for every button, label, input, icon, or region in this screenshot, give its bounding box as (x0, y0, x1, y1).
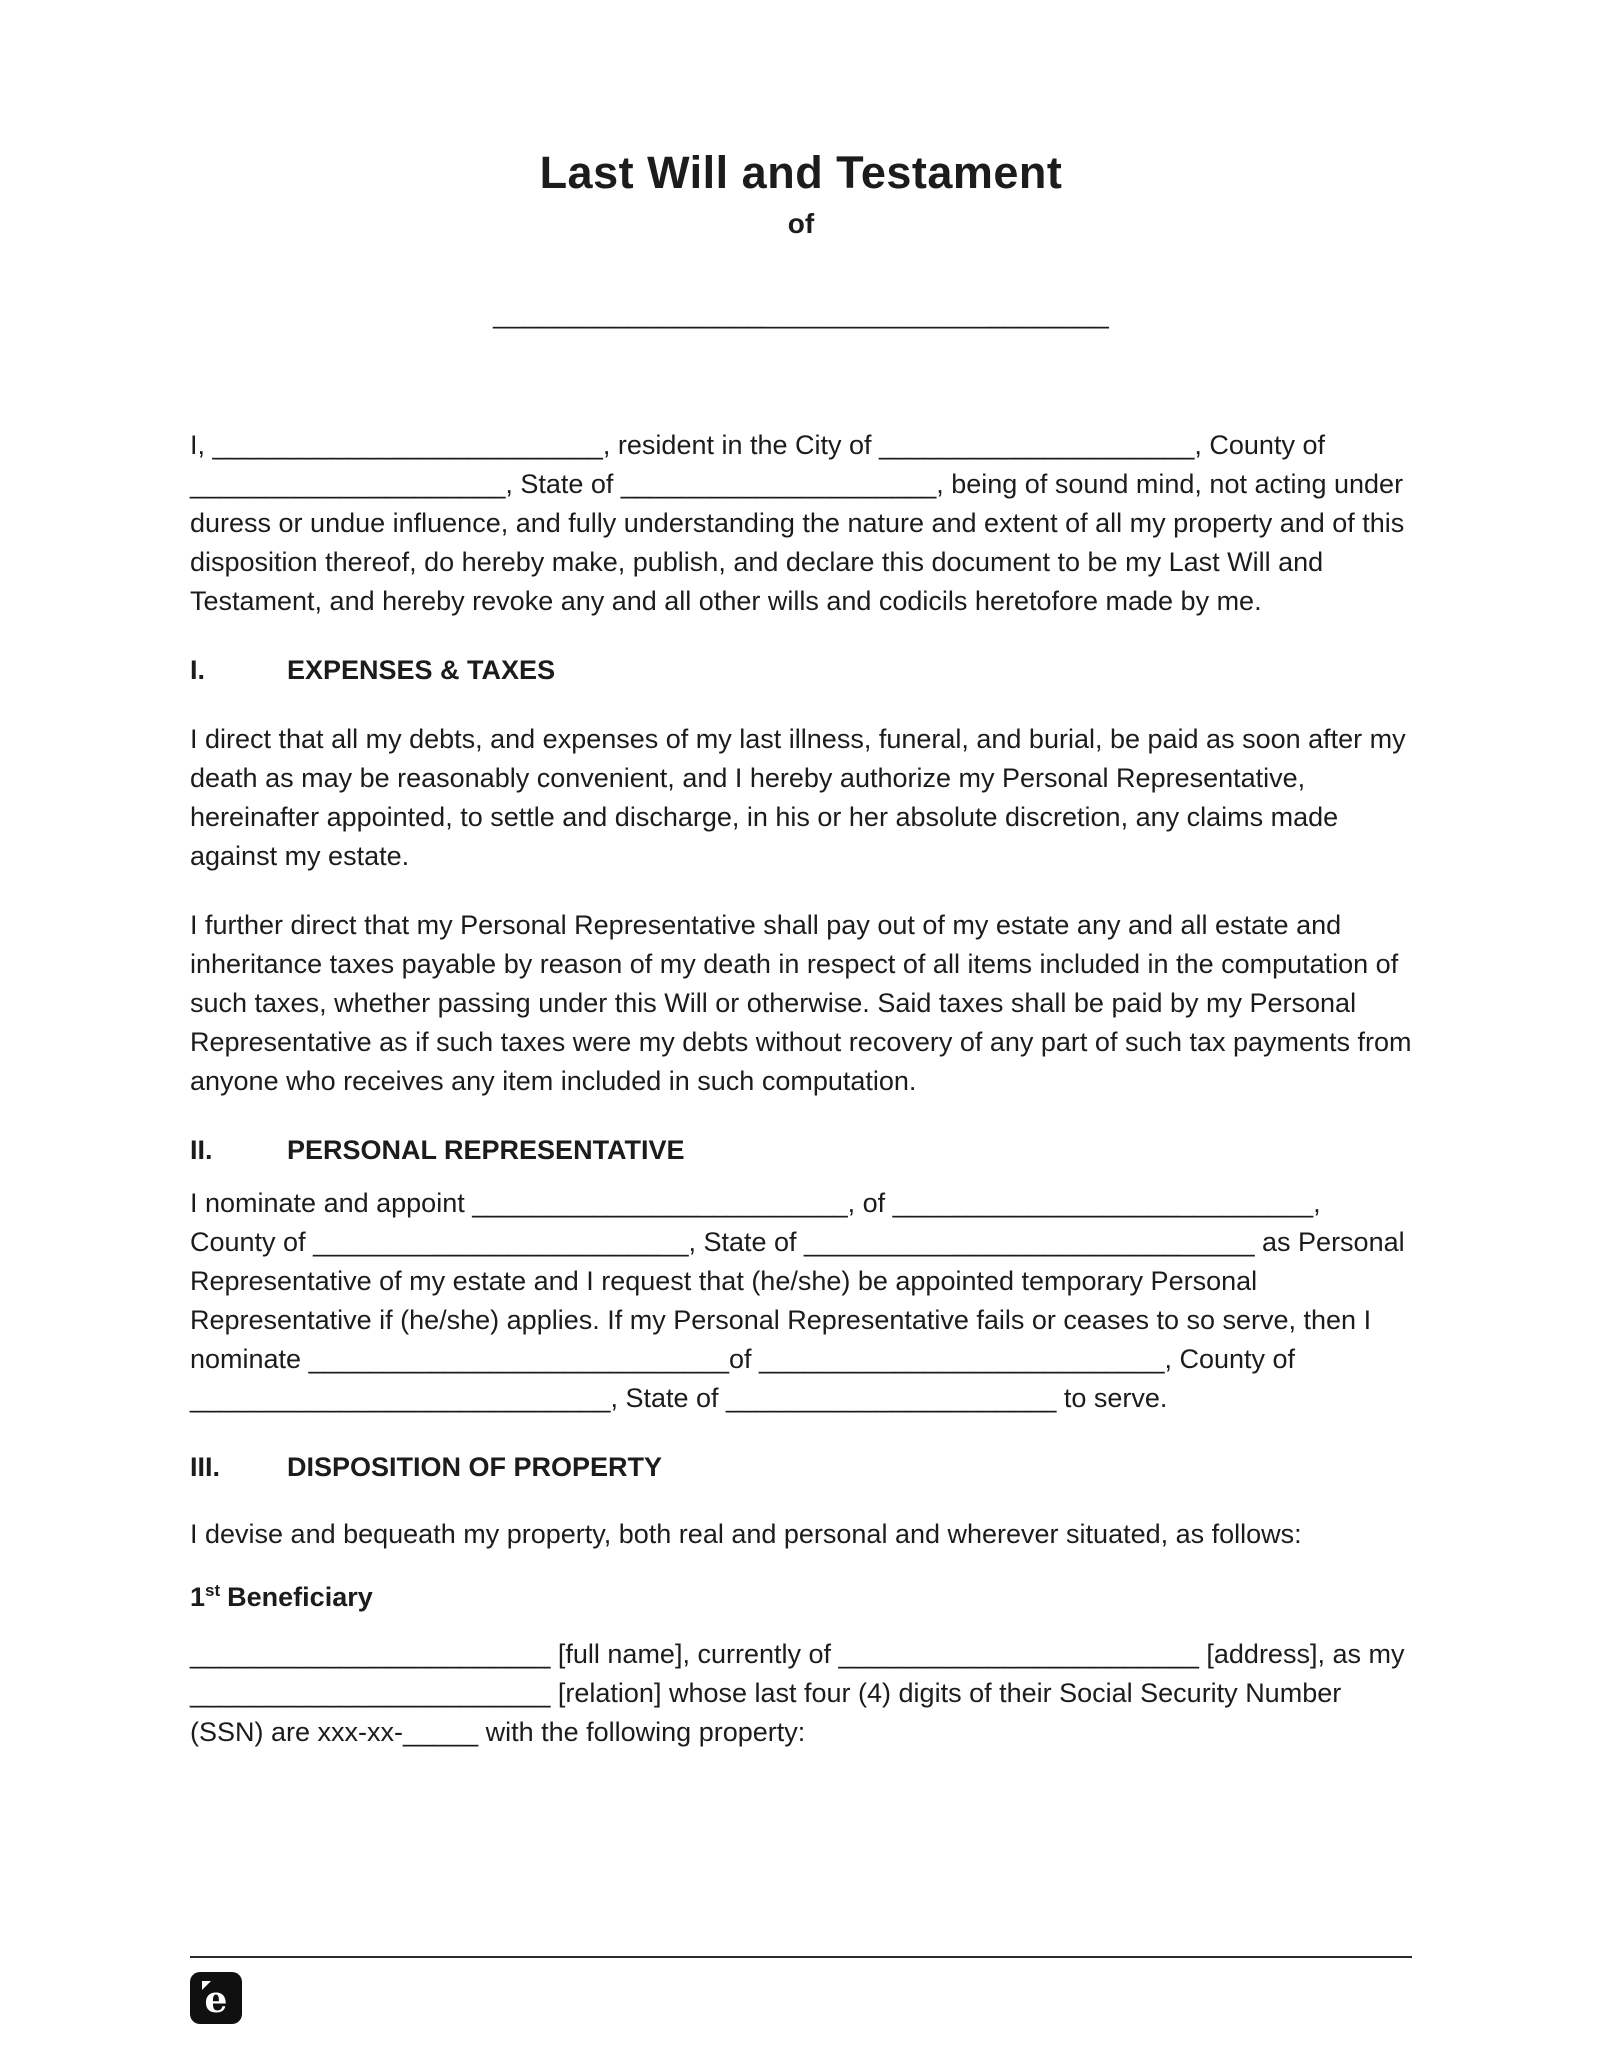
expenses-taxes-paragraph-1: I direct that all my debts, and expenses of my last illness, funeral, and burial, be paid as soon after my death as may be reasonably convenient, and I hereby authorize my Personal Representative, hereinafter appointed, to settle and discharge, in his or her absolute discretion, any claims made against my estate. (190, 724, 1406, 871)
personal-representative-paragraph: I nominate and appoint _________________________, of ____________________________, County of _________________________, State of ______________________________ as Personal Representative of my estate and I request that (he/she) be appointed temporary Personal Representative if (he/she) applies. If my Personal Representative fails or ceases to so serve, then I nominate ____________________________of ___________________________, County of ____________________________, State of ______________________ to serve. (190, 1188, 1405, 1413)
footer-rule (190, 1956, 1412, 1958)
expenses-taxes-paragraph-2: I further direct that my Personal Representative shall pay out of my estate any and all estate and inheritance taxes payable by reason of my death in respect of all items included in the computation of such taxes, whether passing under this Will or otherwise. Said taxes shall be paid by my Personal Representative as if such taxes were my debts without recovery of any part of such tax payments from anyone who receives any item included in such computation. (190, 910, 1412, 1096)
beneficiary-heading (190, 1578, 1412, 1617)
section-title: EXPENSES & TAXES (287, 655, 556, 685)
section-number: II. (190, 1135, 213, 1165)
eforms-logo-letter: e (204, 1979, 228, 2021)
section-heading-personal-representative (190, 1131, 1412, 1170)
section-title: DISPOSITION OF PROPERTY (287, 1452, 663, 1482)
document-footer (190, 1956, 1412, 2024)
document-title: Last Will and Testament (539, 147, 1063, 198)
eforms-logo (190, 1972, 242, 2024)
section-title: PERSONAL REPRESENTATIVE (287, 1135, 685, 1165)
beneficiary-paragraph: ________________________ [full name], currently of ________________________ [address], as my ________________________ [relation] whose last four (4) digits of their Social Security Number (SSN) are xxx-xx-_____ with the following property: (190, 1639, 1405, 1747)
eforms-logo-arrow-icon (202, 1981, 211, 1990)
opening-declaration-paragraph: I, __________________________, resident in the City of _____________________, County of _____________________, State of _____________________, being of sound mind, not acting under duress or undue influence, and fully understanding the nature and extent of all my property and of this disposition thereof, do hereby make, publish, and declare this document to be my Last Will and Testament, and hereby revoke any and all other wills and codicils heretofore made by me. (190, 430, 1405, 616)
beneficiary-ordinal: st (205, 1581, 221, 1600)
section-heading-disposition-of-property (190, 1448, 1412, 1487)
beneficiary-label: Beneficiary (227, 1582, 373, 1612)
disposition-paragraph: I devise and bequeath my property, both real and personal and wherever situated, as follows: (190, 1519, 1302, 1549)
section-number: III. (190, 1452, 221, 1482)
beneficiary-number: 1 (190, 1582, 206, 1612)
document-subtitle: of (787, 208, 815, 239)
section-number: I. (190, 655, 206, 685)
section-heading-expenses-taxes (190, 651, 1412, 690)
testator-name-blank: _________________________________________ (493, 299, 1109, 329)
